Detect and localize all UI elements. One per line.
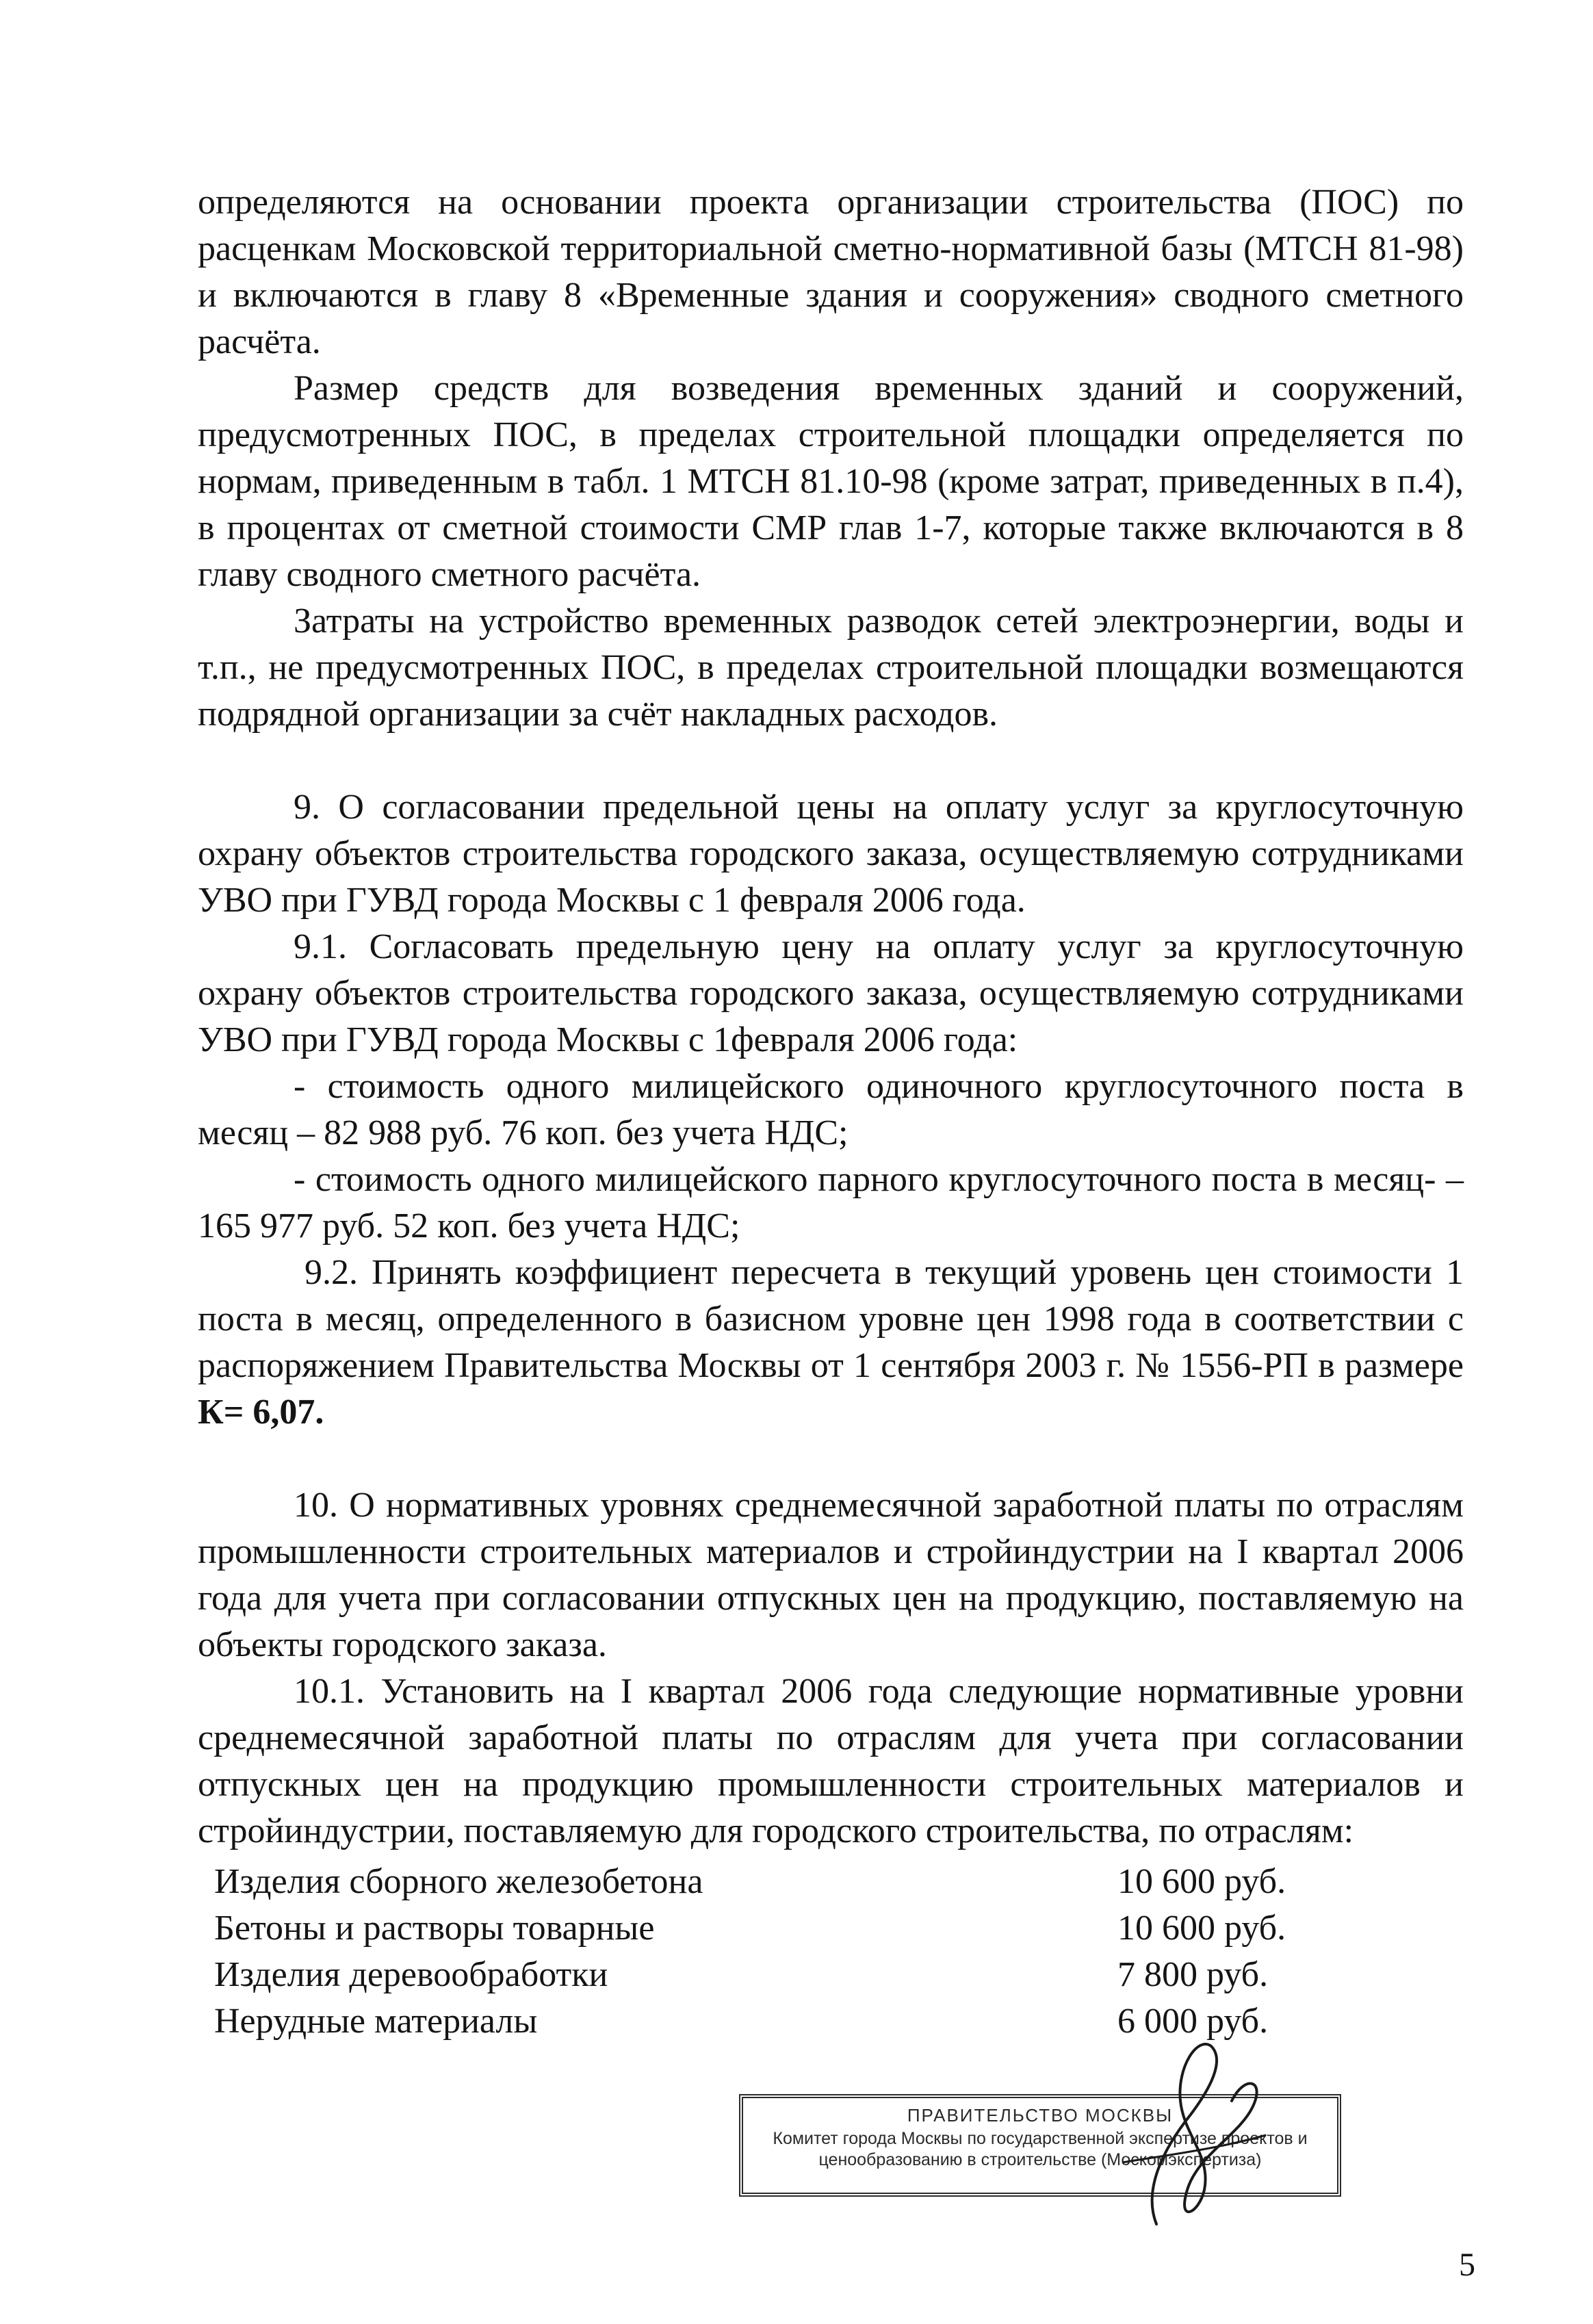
table-row — [198, 1859, 1286, 1905]
section-9-title: 9. О согласовании предельной цены на оплату услуг за круглосуточную охрану объектов строительства городского заказа, осуществляемую сотрудниками УВО при ГУВД города Москвы с 1 февраля 2006 года. — [198, 788, 1464, 920]
paragraph-poс-costs: определяются на основании проекта организации строительства (ПОС) по расценкам Московской территориальной сметно-нормативной базы (МТСН 81-98) и включаются в главу 8 «Временные здания и сооружения» сводного сметного расчёта. — [198, 183, 1464, 361]
wage-branch: Нерудные материалы — [214, 2002, 538, 2041]
wage-branch: Изделия деревообработки — [214, 1955, 608, 1994]
wage-amount: 7 800 руб. — [1117, 1955, 1269, 1994]
stamp-line-committee: Комитет города Москвы по государственной экспертизе проектов и — [773, 2129, 1308, 2148]
table-row — [198, 1952, 1286, 1998]
page-number: 5 — [1459, 2247, 1475, 2283]
table-row — [198, 1905, 1286, 1952]
section-10-1: 10.1. Установить на I квартал 2006 года следующие нормативные уровни среднемесячной заработной платы по отраслям для учета при согласовании отпускных цен на продукцию промышленности строительных материалов и стройиндустрии, поставляемую для городского строительства, по отраслям: — [198, 1672, 1464, 1850]
wage-amount: 10 600 руб. — [1117, 1862, 1286, 1901]
wage-branch: Бетоны и растворы товарные — [214, 1909, 655, 1948]
section-9-1: 9.1. Согласовать предельную цену на оплату услуг за круглосуточную охрану объектов строительства городского заказа, осуществляемую сотрудниками УВО при ГУВД города Москвы с 1февраля 2006 года: — [198, 927, 1464, 1059]
paragraph-temporary-networks: Затраты на устройство временных разводок сетей электроэнергии, воды и т.п., не предусмотренных ПОС, в пределах строительной площадки возмещаются подрядной организации за счёт накладных расходов. — [198, 602, 1464, 734]
stamp-line-government: ПРАВИТЕЛЬСТВО МОСКВЫ — [907, 2105, 1174, 2126]
wage-amount: 6 000 руб. — [1117, 2002, 1269, 2041]
document-body — [198, 179, 1464, 2045]
section-9-1-item-double-post: - стоимость одного милицейского парного круглосуточного поста в месяц- – 165 977 руб. 52 коп. без учета НДС; — [198, 1160, 1464, 1245]
section-9-2 — [198, 1250, 1464, 1436]
section-9-2-text: 9.2. Принять коэффициент пересчета в текущий уровень цен стоимости 1 поста в месяц, определенного в базисном уровне цен 1998 года в соответствии с распоряжением Правительства Москвы от 1 сентября 2003 г. № 1556-РП в размере — [198, 1253, 1464, 1385]
wage-branch: Изделия сборного железобетона — [214, 1862, 703, 1901]
wage-amount: 10 600 руб. — [1117, 1909, 1286, 1948]
section-10-title: 10. О нормативных уровнях среднемесячной заработной платы по отраслям промышленности строительных материалов и стройиндустрии на I квартал 2006 года для учета при согласовании отпускных цен на продукцию, поставляемую на объекты городского заказа. — [198, 1486, 1464, 1664]
paragraph-temporary-buildings: Размер средств для возведения временных зданий и сооружений, предусмотренных ПОС, в пределах строительной площадки определяется по нормам, приведенным в табл. 1 МТСН 81.10-98 (кроме затрат, приведенных в п.4), в процентах от сметной стоимости СМР глав 1-7, которые также включаются в 8 главу сводного сметного расчёта. — [198, 369, 1464, 594]
stamp-line-pricing: ценообразованию в строительстве (Москомэкспертиза) — [818, 2150, 1262, 2169]
section-9-1-item-single-post: - стоимость одного милицейского одиночного круглосуточного поста в месяц – 82 988 руб. 76 коп. без учета НДС; — [198, 1067, 1464, 1152]
section-9-2-coefficient: К= 6,07. — [198, 1393, 324, 1432]
signature-icon — [1040, 2019, 1314, 2238]
wages-table — [198, 1859, 1286, 2045]
